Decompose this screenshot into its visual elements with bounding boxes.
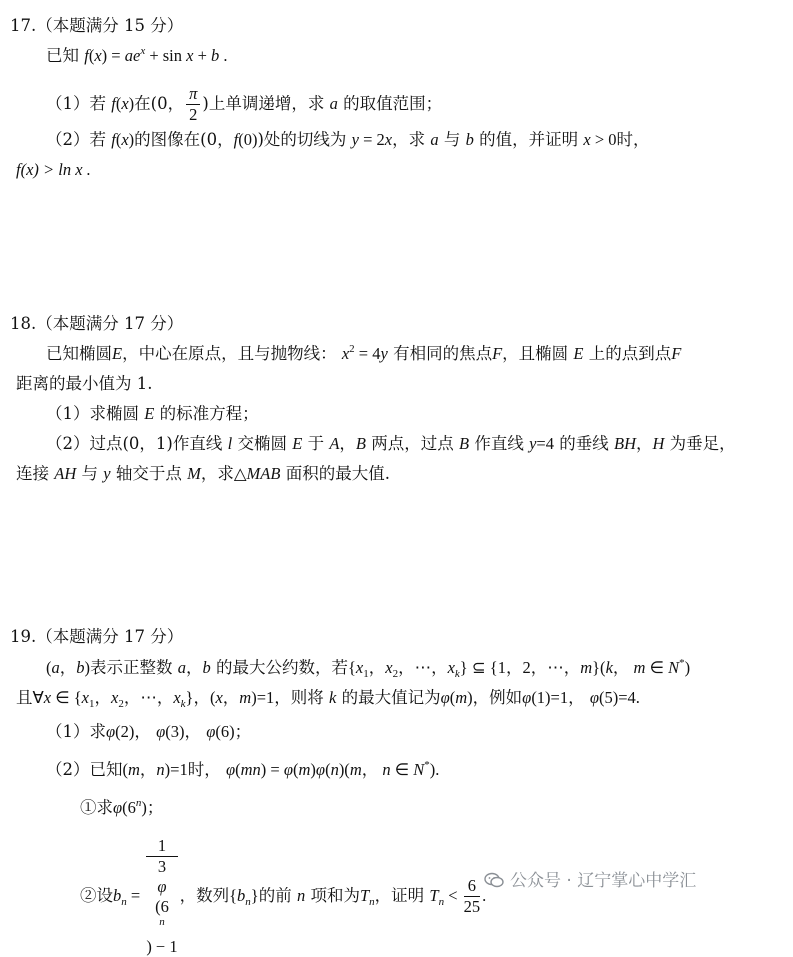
problem-19-part-1: （1）求φ(2)， φ(3)， φ(6)； xyxy=(46,722,252,741)
watermark-text: 公众号 · 辽宁掌心中学汇 xyxy=(510,871,697,891)
problem-18-part-2: （2）过点(0，1)作直线 l 交椭圆 E 于 A，B 两点，过点 B 作直线 y=4 的垂线 BH，H 为垂足， xyxy=(46,434,736,453)
six-over-25-fraction: $\frac{6}{25}$ xyxy=(463,876,481,916)
problem-19-line-2: 且∀x ∈ {$x_1$，$x_2$，⋯，$x_k$}，(x，m)=1，则将 k 的最大值记为φ(m)，例如φ(1)=1， φ(5)=4. xyxy=(16,688,640,710)
problem-17-part-1: （1）若 f(x)在(0， $\frac{\pi}{2}$ )上单调递增，求 a 的取值范围； xyxy=(46,84,443,124)
problem-18-line-5: 连接 AH 与 y 轴交于点 M，求△MAB 面积的最大值. xyxy=(16,464,390,483)
problem-18-line-2: 距离的最小值为 1. xyxy=(16,374,153,393)
problem-19-line-1: (a，b)表示正整数 a，b 的最大公约数，若{$x_1$，$x_2$，⋯，$x_k$} ⊆ {1，2，⋯，m}(k， m ∈ N*) xyxy=(46,657,691,680)
problem-17-header: 17.（本题满分 15 分） xyxy=(10,16,184,35)
problem-17-part-2: （2）若 f(x)的图像在(0，f(0))处的切线为 y = 2x，求 a 与 b 的值，并证明 x > 0时， xyxy=(46,130,650,149)
wechat-watermark xyxy=(484,866,696,891)
problem-19-sub-1: ①求φ(6$^n$)； xyxy=(80,797,164,817)
problem-18-header: 18.（本题满分 17 分） xyxy=(10,314,184,333)
problem-19-header: 19.（本题满分 17 分） xyxy=(10,627,184,646)
problem-17-given: 已知 $f(x) = ae^x + \sin x + b$ . xyxy=(46,45,228,65)
pi-over-2-fraction: $\frac{\pi}{2}$ xyxy=(186,84,200,125)
wechat-icon xyxy=(484,872,504,888)
problem-19-part-2: （2）已知(m，n)=1时， φ(mn) = φ(m)φ(n)(m， n ∈ N*). xyxy=(46,759,440,779)
b-n-fraction: 1 3 φ (6 $^n$ ) − 1 xyxy=(146,836,178,956)
problem-18-line-1: 已知椭圆E，中心在原点，且与抛物线： $x^2 = 4y$ 有相同的焦点F，且椭圆 E 上的点到点F xyxy=(46,343,682,363)
problem-18-part-1: （1）求椭圆 E 的标准方程； xyxy=(46,404,259,423)
problem-17-conclusion: f(x) > ln x . xyxy=(16,160,91,179)
problem-19-sub-2: ②设$b_n$ = 1 3 φ (6 $^n$ ) − 1 ，数列$\{b_n\}$的前 n 项和为$T_n$，证明 $T_n$ < $\frac{6}{25}$ . xyxy=(80,836,487,956)
